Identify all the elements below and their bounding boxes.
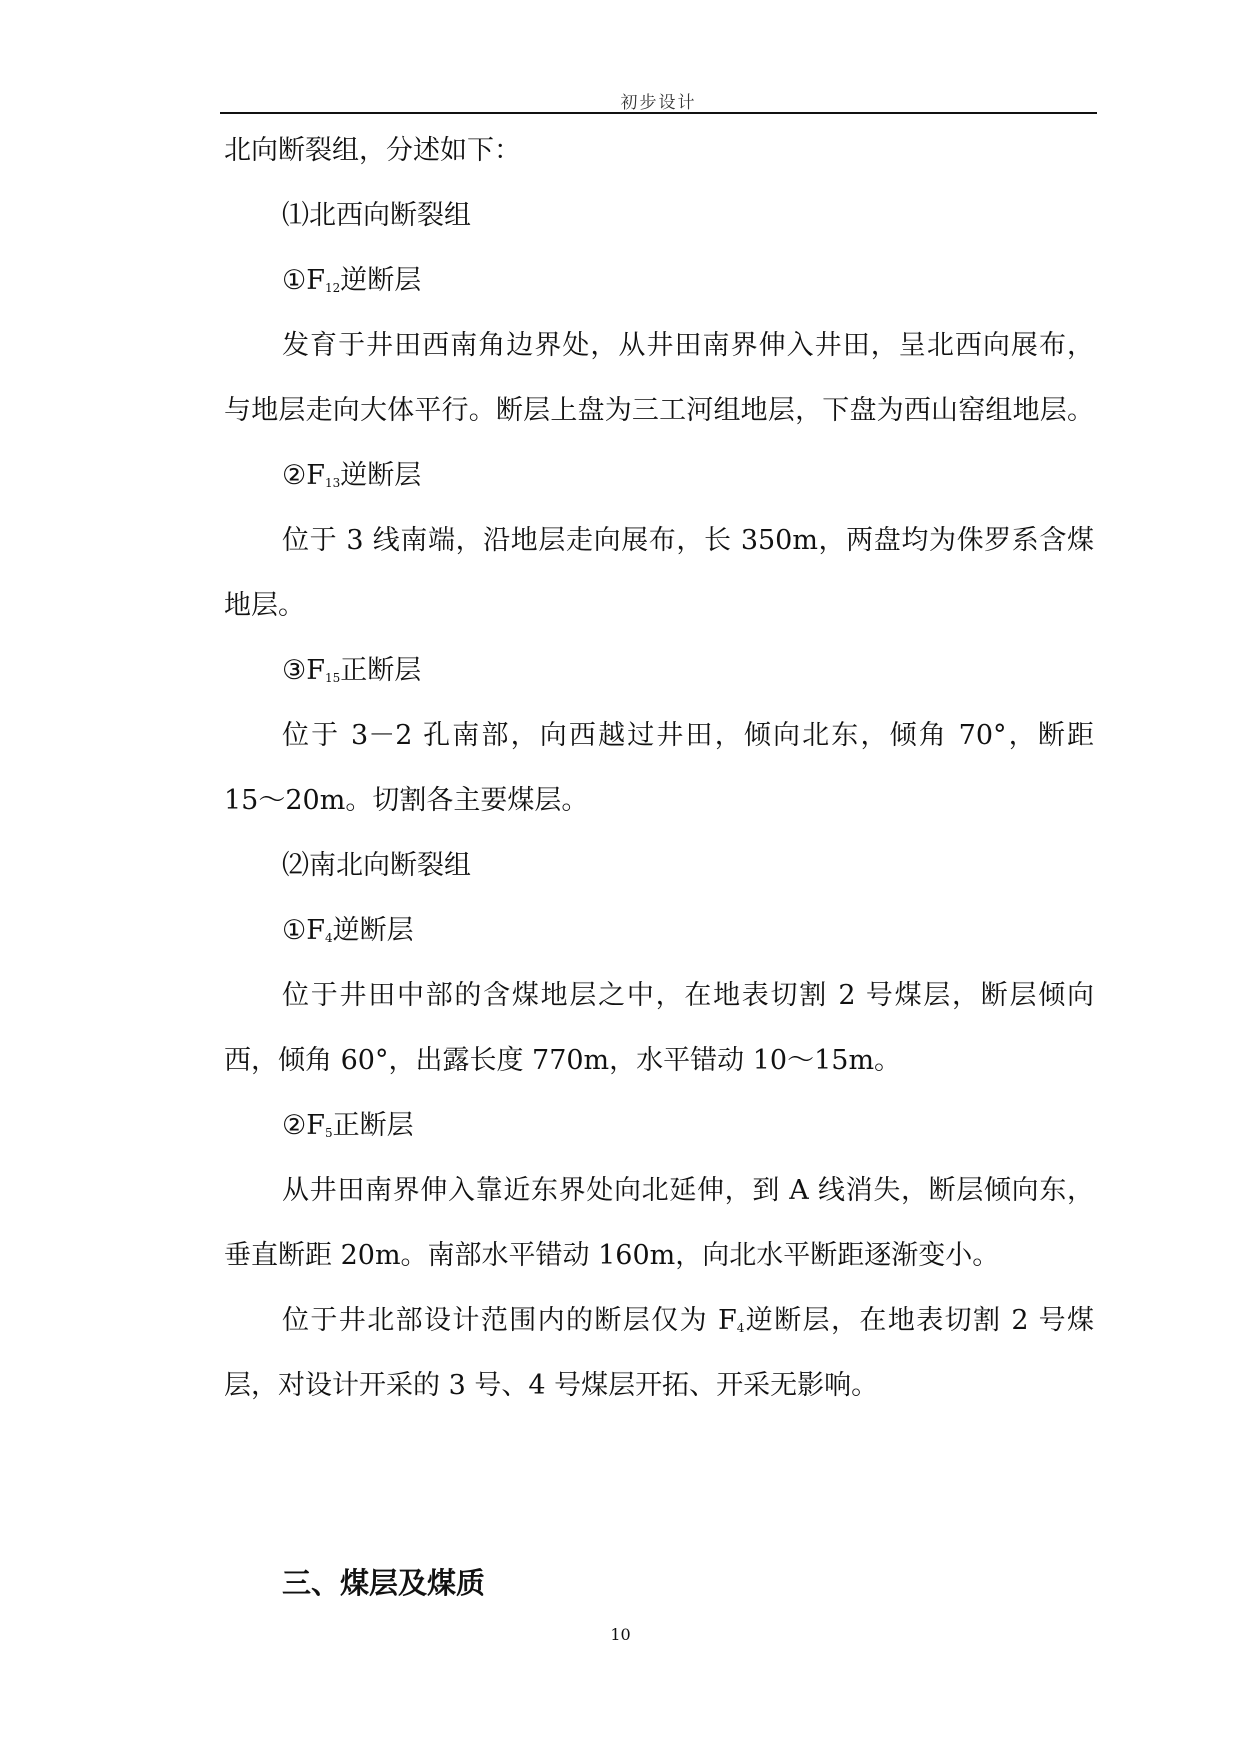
paragraph-line: 西，倾角 60°，出露长度 770m，水平错动 10～15m。: [224, 1045, 902, 1076]
paragraph-line: 位于 3 线南端，沿地层走向展布，长 350m，两盘均为侏罗系含煤: [282, 525, 1094, 556]
paragraph-line: 发育于井田西南角边界处，从井田南界伸入井田，呈北西向展布，: [282, 330, 1094, 361]
fault-label: ②F: [282, 1110, 325, 1141]
page-header: 初步设计: [620, 93, 697, 113]
fault-title: [224, 443, 1094, 508]
paragraph-line: 与地层走向大体平行。断层上盘为三工河组地层，下盘为西山窑组地层。: [224, 395, 1094, 426]
fault-type: 正断层: [332, 1110, 414, 1141]
header-rule: [220, 112, 1097, 114]
text-run: 位于井北部设计范围内的断层仅为 F: [282, 1305, 737, 1336]
fault-type: 逆断层: [340, 265, 422, 296]
fault-label: ①F: [282, 265, 325, 296]
subsection-title: ⑵南北向断裂组: [282, 850, 471, 881]
fault-label: ②F: [282, 460, 325, 491]
fault-label: ③F: [282, 655, 325, 686]
paragraph-line: [224, 1288, 1094, 1353]
fault-title: [224, 898, 1094, 963]
fault-subscript: 4: [324, 931, 333, 945]
fault-subscript: 5: [324, 1126, 333, 1140]
section-heading: 三、煤层及煤质: [282, 1566, 486, 1600]
text-run: 逆断层，在地表切割 2 号煤: [744, 1305, 1094, 1336]
fault-title: [224, 248, 1094, 313]
paragraph-line: 层，对设计开采的 3 号、4 号煤层开拓、开采无影响。: [224, 1370, 879, 1401]
page-number: 10: [610, 1625, 631, 1644]
fault-type: 正断层: [340, 655, 422, 686]
fault-subscript: 4: [736, 1321, 745, 1335]
paragraph-line: 从井田南界伸入靠近东界处向北延伸，到 A 线消失，断层倾向东，: [282, 1175, 1094, 1206]
paragraph-line: 垂直断距 20m。南部水平错动 160m，向北水平断距逐渐变小。: [224, 1240, 1000, 1271]
fault-title: [224, 638, 1094, 703]
paragraph-line: 地层。: [224, 590, 305, 621]
fault-subscript: 13: [324, 476, 341, 490]
document-body: [224, 118, 1094, 1418]
fault-type: 逆断层: [332, 915, 414, 946]
paragraph-line: 位于 3－2 孔南部，向西越过井田，倾向北东，倾角 70°，断距: [282, 720, 1094, 751]
fault-title: [224, 1093, 1094, 1158]
fault-label: ①F: [282, 915, 325, 946]
fault-subscript: 15: [324, 671, 341, 685]
paragraph-line: 15～20m。切割各主要煤层。: [224, 785, 589, 816]
fault-subscript: 12: [324, 281, 341, 295]
fault-type: 逆断层: [340, 460, 422, 491]
paragraph-line: 位于井田中部的含煤地层之中，在地表切割 2 号煤层，断层倾向: [282, 980, 1094, 1011]
subsection-title: ⑴北西向断裂组: [282, 200, 471, 231]
paragraph-line: 北向断裂组，分述如下：: [224, 135, 521, 166]
